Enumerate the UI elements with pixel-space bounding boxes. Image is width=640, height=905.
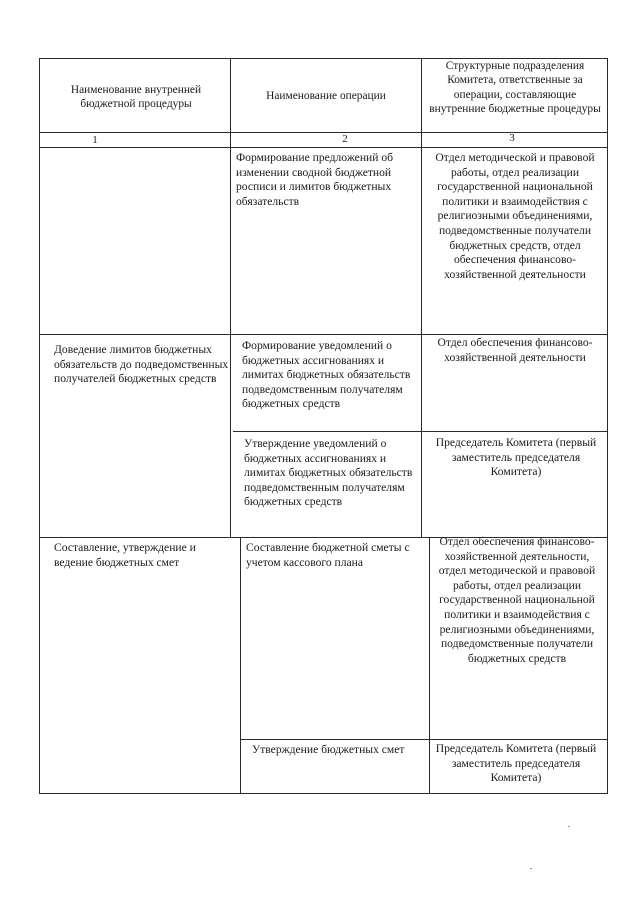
column-divider [230,59,231,537]
row4-operation: Составление бюджетной сметы с учетом кассового плана [246,541,410,569]
header-operation: Наименование операции [266,90,386,102]
row-rule [241,739,607,740]
row3-operation: Утверждение уведомлений о бюджетных ассигнованиях и лимитах бюджетных обязательств подведомственным получателям бюджетных средств [244,437,413,509]
header-responsible: Структурные подразделения Комитета, ответственные за операции, составляющие внутренние бюджетные процедуры [429,60,601,116]
row3-responsible: Председатель Комитета (первый заместитель председателя Комитета) [435,436,597,479]
row-rule [233,431,607,432]
row1-responsible: Отдел методической и правовой работы, отдел реализации государственной национальной политики и взаимодействия с религиозными объединениями, подведомственные получатели бюджетных средств, отдел обеспечения финансово-хозяйственной деятельности [435,151,595,281]
row2-operation: Формирование уведомлений о бюджетных ассигнованиях и лимитах бюджетных обязательств подведомственным получателям бюджетных средств [242,339,411,411]
column-divider [429,537,430,793]
scan-speck [568,826,570,827]
column-number-3: 3 [509,132,515,144]
row5-operation: Утверждение бюджетных смет [252,743,405,756]
row5-responsible: Председатель Комитета (первый заместитель председателя Комитета) [435,742,597,785]
scan-speck [530,868,532,869]
row-rule [40,334,607,335]
row2-responsible: Отдел обеспечения финансово-хозяйственной деятельности [437,336,593,364]
column-divider [240,537,241,793]
column-number-1: 1 [92,134,98,146]
row4-procedure: Составление, утверждение и ведение бюджетных смет [54,541,196,569]
row2-procedure: Доведение лимитов бюджетных обязательств до подведомственных получателей бюджетных средств [54,343,229,386]
row1-operation: Формирование предложений об изменении сводной бюджетной росписи и лимитов бюджетных обязательств [236,151,394,208]
column-number-2: 2 [342,133,348,145]
row4-responsible: Отдел обеспечения финансово-хозяйственной деятельности, отдел методической и правовой работы, отдел реализации государственной национальной политики и взаимодействия с религиозными объединениями, подведомственные получатели бюджетных средств [438,535,596,665]
numbers-bottom-rule [40,147,607,148]
header-procedure: Наименование внутренней бюджетной процедуры [70,84,202,111]
procedures-table [39,58,608,794]
